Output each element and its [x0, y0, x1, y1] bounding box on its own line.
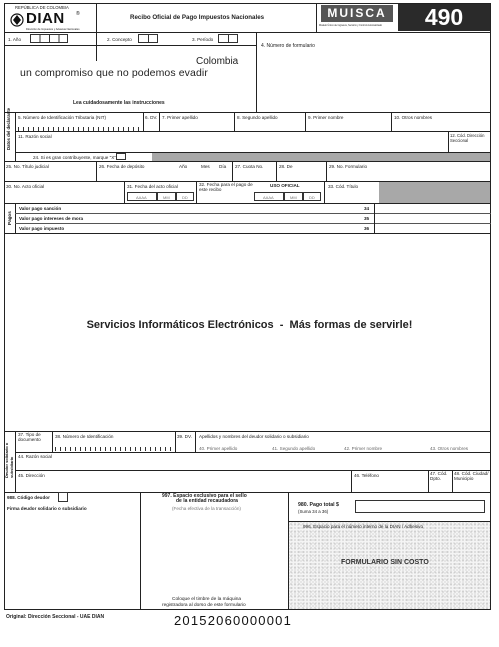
yyyy-hint-2: AAAA [263, 195, 274, 200]
sello-area[interactable] [141, 512, 287, 592]
field-37-label: 37. Tipo de documento [18, 432, 41, 442]
shaded-bar [152, 153, 490, 161]
field-38-label: 38. Número de Identificación [55, 434, 114, 439]
form-number-field[interactable] [258, 52, 490, 110]
dian-subtitle: Dirección de Impuestos y Aduanas Nacionales [26, 28, 80, 31]
field-32-label: 32. Fecha para el pago de este recibo [199, 182, 253, 192]
country-label: REPÚBLICA DE COLOMBIA [15, 5, 69, 10]
instructions-label: Lea cuidadosamente las instrucciones [73, 100, 165, 106]
slogan-line2: un compromiso que no podemos evadir [20, 67, 208, 79]
form-number: 490 [424, 4, 464, 30]
pago-date-dd[interactable] [303, 192, 321, 201]
field-45-label: 45. Dirección [18, 473, 45, 478]
field-8-label: 8. Segundo apellido [237, 115, 278, 120]
field-1-label: 1. Año [8, 37, 22, 42]
deudor-side-label: Deudor solidario o subsidiario [4, 442, 14, 478]
field-48-label: 48. Cód. Ciudad/ Municipio [454, 471, 489, 481]
field-9-label: 9. Primer nombre [308, 115, 344, 120]
dian-logo [6, 4, 96, 32]
muisca-text: MUISCA [327, 6, 387, 20]
slogan-line1: Colombia [196, 56, 239, 67]
timbre-line1: Coloque el timbre de la máquina [172, 597, 242, 602]
pago-total-input[interactable] [355, 500, 485, 513]
dian-wordmark: DIAN [26, 10, 65, 27]
pago-intereses-label: Valor pago intereses de mora [19, 216, 84, 221]
services-banner: Servicios Informáticos Electrónicos - Más formas de servirle! [86, 319, 413, 331]
field-44-label: 44. Razón social [18, 454, 52, 459]
acto-date-dd[interactable] [176, 192, 194, 201]
pago-sancion-label: Valor pago sanción [19, 206, 62, 211]
shaded-cod-titulo [379, 182, 490, 203]
field-997-line2: de la entidad recaudadora [176, 498, 238, 504]
form-number-box [398, 4, 490, 31]
pago-impuesto-input[interactable] [375, 224, 490, 233]
timbre-line2: registradora al dorso de este formulario [162, 603, 246, 608]
field-41-label: 41. Segundo apellido [272, 446, 316, 451]
muisca-wordmark [321, 5, 393, 22]
field-980-sum: (Suma 34 a 36) [298, 509, 329, 514]
original-label: Original: Dirección Seccional - UAE DIAN [6, 614, 105, 620]
field-47-label: 47. Cód. Dpto. [430, 471, 448, 481]
registered-mark: ® [76, 11, 80, 17]
field-26-label: 26. Fecha de depósito [99, 164, 145, 169]
year-input[interactable] [30, 34, 68, 43]
deudor-id-input[interactable] [55, 447, 173, 451]
field-31-label: 31. Fecha del acto oficial [127, 184, 178, 189]
form-title: Recibo Oficial de Pago Impuestos Nacionales [130, 14, 265, 21]
field-996-label: 996. Espacio para el número interno de la DIAN / Adhesivo [303, 524, 424, 529]
field-980-label: 980. Pago total $ [298, 502, 339, 508]
concept-input[interactable] [138, 34, 158, 43]
firma-label: Firma deudor solidario o subsidiario [7, 506, 87, 511]
pago-date-yyyy[interactable] [254, 192, 284, 201]
period-input[interactable] [218, 34, 238, 43]
field-988-label: 988. Código deudor [7, 495, 50, 500]
serial-number: 20152060000001 [174, 613, 293, 628]
field-28-label: 28. De [279, 164, 293, 169]
field-30-label: 30. No. Acto oficial [6, 184, 45, 189]
pago-intereses-input[interactable] [375, 214, 490, 223]
muisca-subtitle: Modelo Único de Ingresos, Servicio y Control Automatizado [319, 24, 382, 27]
pagos-side-label: Pagos [7, 211, 12, 225]
uso-oficial-label: USO OFICIAL [270, 183, 300, 188]
field-12-label: 12. Cód. Dirección Seccional [450, 133, 485, 143]
field-11-label: 11. Razón social [18, 134, 52, 139]
codigo-deudor-input[interactable] [58, 492, 68, 502]
field-27-label: 27. Cuota No. [235, 164, 264, 169]
mm-hint: MM [163, 195, 170, 200]
year-label: Año [179, 164, 188, 169]
field-10-label: 10. Otros nombres [394, 115, 433, 120]
sin-costo-label: FORMULARIO SIN COSTO [341, 559, 429, 566]
acto-date-mm[interactable] [157, 192, 176, 201]
gran-contribuyente-checkbox[interactable] [116, 153, 126, 160]
field-33-label: 33. Cód. Título [328, 184, 359, 189]
field-5-label: 5. Número de Identificación Tributaria (NIT) [18, 115, 107, 120]
field-42-label: 42. Primer nombre [344, 446, 383, 451]
field-40-label: 40. Primer apellido [199, 446, 238, 451]
month-label: Mes [201, 164, 210, 169]
pago-intereses-num: 35 [364, 216, 370, 221]
declarante-side-label: Datos del declarante [6, 107, 11, 150]
field-7-label: 7. Primer apellido [162, 115, 198, 120]
field-43-label: 43. Otros nombres [430, 446, 469, 451]
field-997-line1: 997. Espacio exclusivo para el sello [162, 493, 247, 499]
pago-sancion-input[interactable] [375, 204, 490, 213]
yyyy-hint: AAAA [136, 195, 147, 200]
field-997-line3: (Fecha efectiva de la transacción) [172, 506, 241, 511]
field-24-label: 24. Si es gran contribuyente, marque "X" [33, 155, 116, 160]
dd-hint-2: DD [309, 195, 315, 200]
field-6-label: 6. DV. [145, 115, 158, 120]
dian-seal-icon [10, 12, 24, 28]
field-25-label: 25. No. Título judicial [6, 164, 49, 169]
muisca-logo [319, 5, 395, 29]
acto-date-yyyy[interactable] [127, 192, 157, 201]
day-label: Día [219, 164, 227, 169]
apellidos-label: Apellidos y nombres del deudor solidario o subsidiario [199, 434, 309, 439]
field-4-label: 4. Número de formulario [261, 43, 315, 49]
pago-sancion-num: 34 [364, 206, 370, 211]
pago-impuesto-num: 36 [364, 226, 370, 231]
dd-hint: DD [182, 195, 188, 200]
pago-date-mm[interactable] [284, 192, 303, 201]
field-29-label: 29. No. Formulario [329, 164, 368, 169]
field-39-label: 39. DV. [177, 434, 192, 439]
field-2-label: 2. Concepto [107, 37, 132, 42]
field-3-label: 3. Período [192, 37, 214, 42]
pago-impuesto-label: Valor pago impuesto [19, 226, 65, 231]
mm-hint-2: MM [290, 195, 297, 200]
field-46-label: 46. Teléfono [354, 473, 379, 478]
